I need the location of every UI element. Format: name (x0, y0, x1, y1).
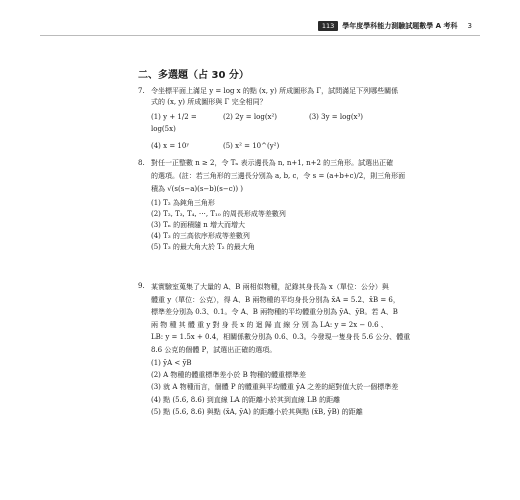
option-5: (5) T₃ 的最大角大於 T₂ 的最大角 (151, 243, 255, 252)
header-title: 學年度學科能力測驗試題數學 A 考科 (342, 22, 458, 30)
question-text: 兩 物 種 其 體 重 y 對 身 長 x 的 迴 歸 直 線 分 別 為 LA: y = 2x − 0.6 、 (151, 320, 388, 329)
option-4: (4) 點 (5.6, 8.6) 到直線 LA 的距離小於其到直線 LB 的距離 (151, 395, 341, 404)
option-4: (4) x = 10ʸ (151, 141, 190, 150)
question-number: 8. (138, 159, 145, 167)
question-text: 某實驗室蒐集了大量的 A、B 兩相似物種，記錄其身長為 x（單位：公分）與 (151, 283, 389, 291)
option-5: (5) 點 (5.6, 8.6) 與點 (x̄A, ȳA) 的距離小於其與點 (x̄B, ȳB) 的距離 (151, 408, 363, 417)
header-divider (40, 35, 480, 36)
question-text: 式的 (x, y) 所成圖形與 Γ 完全相同？ (151, 98, 267, 107)
option-3: (3) Tₙ 的面積隨 n 增大而增大 (151, 221, 246, 230)
option-2: (2) 2y = log(x²) (223, 113, 278, 122)
question-7 (138, 86, 418, 152)
option-3: (3) 就 A 物種而言，個體 P 的體重與平均體重 ȳA 之差的絕對值大於一個標準差 (151, 383, 399, 392)
page-number: 3 (467, 22, 472, 30)
option-1: (1) y + 1/2 = log(5x) (151, 113, 197, 133)
option-1: (1) T₂ 為鈍角三角形 (151, 198, 215, 207)
question-8 (138, 158, 418, 254)
option-2: (2) A 物種的體重標準差小於 B 物種的體重標準差 (151, 370, 307, 379)
question-text: LB: y = 1.5x + 0.4，相關係數分別為 0.6、0.3。今發現一隻身長 5.6 公分、體重 (151, 333, 411, 342)
question-number: 7. (138, 87, 145, 95)
page-header (318, 21, 472, 31)
option-2: (2) T₂, T₃, T₄, ⋯, T₁₀ 的周長形成等差數列 (151, 209, 286, 218)
option-1: (1) ȳA < ȳB (151, 358, 192, 367)
question-text: 令坐標平面上滿足 y = log x 的點 (x, y) 所成圖形為 Γ，試問滿足下列哪些關係 (151, 87, 399, 95)
question-9 (138, 281, 418, 419)
year-badge: 113 (318, 21, 338, 31)
question-number: 9. (138, 282, 145, 290)
option-4: (4) T₃ 的三高依序形成等差數列 (151, 232, 250, 241)
question-text: 標準差分別為 0.3、0.1。令 A、B 兩物種的平均體重分別為 ȳA、ȳB。若 A、B (151, 308, 398, 317)
question-text: 8.6 公克的個體 P，試選出正確的選項。 (151, 345, 277, 354)
option-3: (3) 3y = log(x³) (309, 113, 364, 122)
question-text: 積為 √(s(s−a)(s−b)(s−c)) ) (151, 185, 244, 194)
question-text: 對任一正整數 n ≥ 2，令 Tₙ 表示邊長為 n, n+1, n+2 的三角形。試選出正確 (151, 159, 394, 167)
section-title: 二、多選題（占 30 分） (138, 70, 249, 81)
question-text: 體重 y（單位：公克），得 A、B 兩物種的平均身長分別為 x̄A = 5.2、x̄B = 6， (151, 295, 400, 304)
option-5: (5) x² = 10^(y²) (223, 141, 280, 150)
question-text: 的選項。(註：若三角形的三邊長分別為 a, b, c，令 s = (a+b+c)/2，則三角形面 (151, 172, 406, 181)
